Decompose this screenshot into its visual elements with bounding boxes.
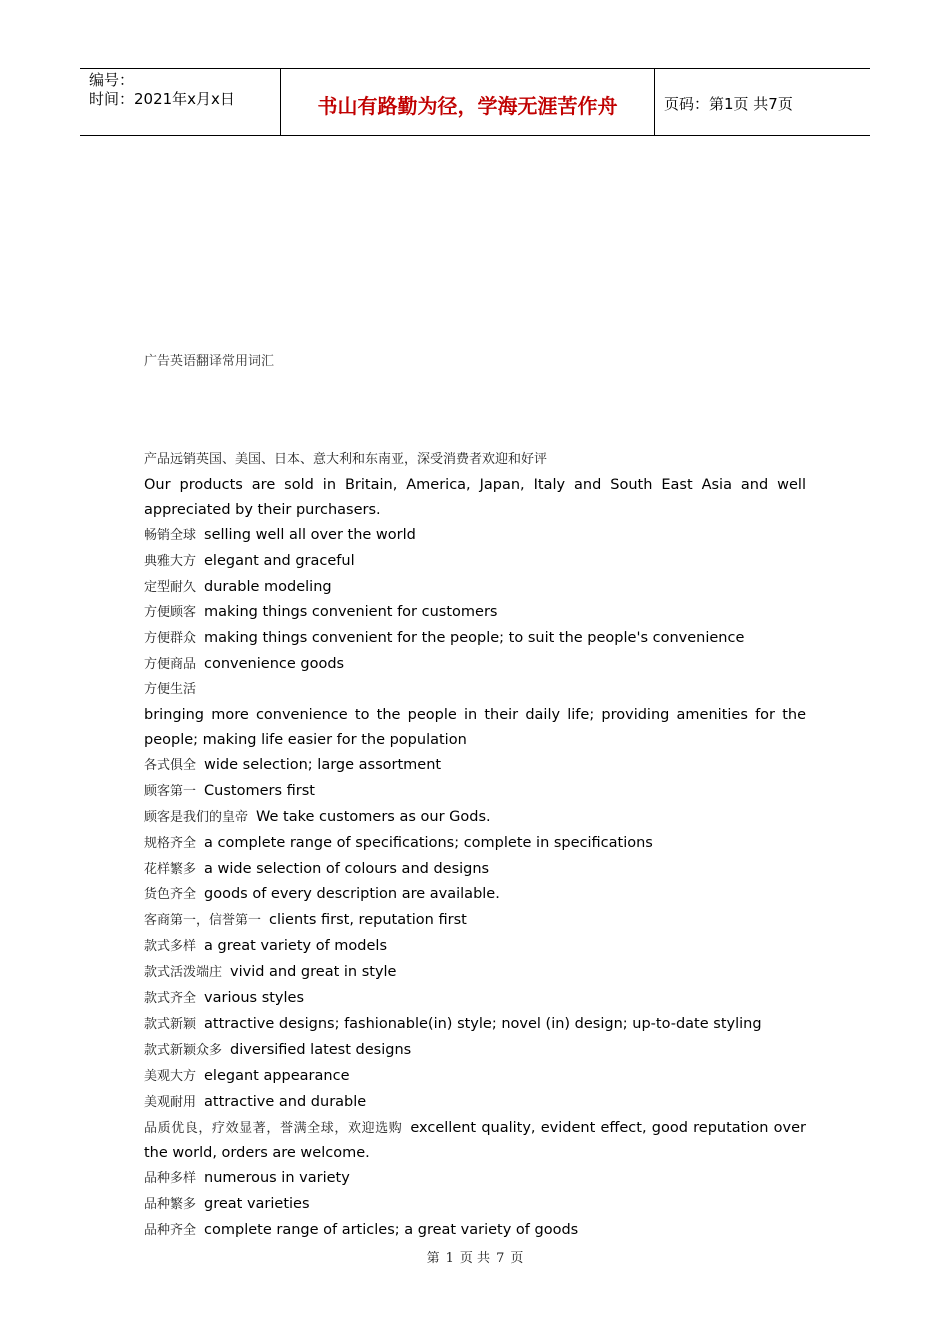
entry-chinese: 顾客是我们的皇帝 [144, 809, 249, 825]
entry-chinese: 典雅大方 [144, 553, 197, 569]
list-item [144, 1064, 806, 1090]
list-item [144, 753, 806, 779]
entry-chinese: 产品远销英国、美国、日本、意大利和东南亚，深受消费者欢迎和好评 [144, 452, 548, 467]
list-item [144, 626, 806, 652]
list-item [144, 448, 806, 523]
entry-chinese: 各式俱全 [144, 757, 197, 773]
entry-chinese: 客商第一，信誉第一 [144, 913, 262, 929]
entry-chinese: 款式齐全 [144, 991, 197, 1007]
list-item [144, 652, 806, 678]
footer-mid: 页 共 [459, 1251, 491, 1266]
entry-english: elegant appearance [204, 1067, 350, 1084]
entry-chinese: 定型耐久 [144, 579, 197, 595]
entry-english: great varieties [204, 1196, 310, 1213]
entry-english: attractive and durable [204, 1093, 367, 1110]
list-item [144, 1192, 806, 1218]
footer-suffix: 页 [510, 1251, 524, 1266]
entry-english: elegant and graceful [204, 552, 355, 569]
entry-chinese: 货色齐全 [144, 887, 197, 903]
entry-english: goods of every description are available. [204, 886, 500, 903]
serial-label: 编号： [89, 71, 135, 89]
page-footer [0, 1247, 950, 1266]
list-item [144, 1090, 806, 1116]
entry-chinese: 款式新颖 [144, 1016, 197, 1032]
entry-english: clients first, reputation first [269, 912, 467, 929]
document-title: 广告英语翻译常用词汇 [144, 354, 275, 369]
entry-chinese: 花样繁多 [144, 861, 197, 877]
list-item [144, 908, 806, 934]
list-item [144, 523, 806, 549]
entry-english: numerous in variety [204, 1170, 350, 1187]
entry-chinese: 品种齐全 [144, 1223, 197, 1239]
entry-chinese: 方便商品 [144, 657, 197, 673]
vocabulary-list [144, 448, 806, 1244]
list-item [144, 934, 806, 960]
entry-english: a complete range of specifications; complete in specifications [204, 834, 653, 851]
header-meta-cell [80, 69, 281, 135]
entry-chinese: 品质优良，疗效显著，誉满全球，欢迎选购 [144, 1120, 403, 1136]
list-item [144, 986, 806, 1012]
entry-chinese: 畅销全球 [144, 527, 197, 543]
entry-chinese: 方便顾客 [144, 605, 197, 621]
list-item [144, 1116, 806, 1167]
list-item [144, 600, 806, 626]
entry-english: complete range of articles; a great variety of goods [204, 1222, 579, 1239]
entry-english: durable modeling [204, 578, 332, 595]
list-item [144, 805, 806, 831]
list-item [144, 960, 806, 986]
list-item [144, 1218, 806, 1244]
entry-english: a great variety of models [204, 938, 388, 955]
entry-english: making things convenient for customers [204, 604, 498, 621]
entry-english: selling well all over the world [204, 526, 416, 543]
entry-chinese: 规格齐全 [144, 835, 197, 851]
entry-chinese: 顾客第一 [144, 783, 197, 799]
entry-english: excellent quality, evident effect, good reputation over the world, orders are welcome. [144, 1119, 806, 1162]
entry-chinese: 款式新颖众多 [144, 1042, 223, 1058]
list-item [144, 857, 806, 883]
list-item [144, 1038, 806, 1064]
time-label: 时间：2021年x月x日 [89, 90, 235, 108]
header-page-info: 页码：第1页 共7页 [664, 94, 793, 113]
entry-chinese: 品种多样 [144, 1171, 197, 1187]
entry-english: We take customers as our Gods. [256, 808, 491, 825]
entry-chinese: 款式活泼端庄 [144, 965, 223, 981]
list-item [144, 678, 806, 753]
entry-english: wide selection; large assortment [204, 756, 442, 773]
entry-chinese: 方便生活 [144, 682, 197, 698]
entry-chinese: 方便群众 [144, 631, 197, 647]
entry-english: making things convenient for the people; to suit the people's convenience [204, 630, 745, 647]
entry-english: bringing more convenience to the people in their daily life; providing amenities for the people; making life easier for the population [144, 707, 806, 748]
entry-chinese: 品种繁多 [144, 1197, 197, 1213]
list-item [144, 549, 806, 575]
entry-english: various styles [204, 990, 305, 1007]
entry-chinese: 款式多样 [144, 939, 197, 955]
footer-total-pages: 7 [496, 1251, 505, 1266]
footer-prefix: 第 [426, 1251, 440, 1266]
header-motto: 书山有路勤为径，学海无涯苦作舟 [281, 69, 655, 135]
entry-english: a wide selection of colours and designs [204, 860, 490, 877]
list-item [144, 1166, 806, 1192]
entry-chinese: 美观大方 [144, 1068, 197, 1084]
page-header [80, 68, 870, 136]
footer-page-number: 1 [445, 1251, 454, 1266]
list-item [144, 1012, 806, 1038]
list-item [144, 831, 806, 857]
entry-english: Customers first [204, 782, 315, 799]
entry-english: Our products are sold in Britain, America, Japan, Italy and South East Asia and well appreciated by their purchasers. [144, 476, 806, 518]
entry-english: convenience goods [204, 656, 345, 673]
list-item [144, 779, 806, 805]
list-item [144, 882, 806, 908]
entry-english: vivid and great in style [230, 964, 397, 981]
entry-english: diversified latest designs [230, 1041, 412, 1058]
list-item [144, 575, 806, 601]
entry-english: attractive designs; fashionable(in) style; novel (in) design; up-to-date styling [204, 1015, 762, 1032]
entry-chinese: 美观耐用 [144, 1094, 197, 1110]
